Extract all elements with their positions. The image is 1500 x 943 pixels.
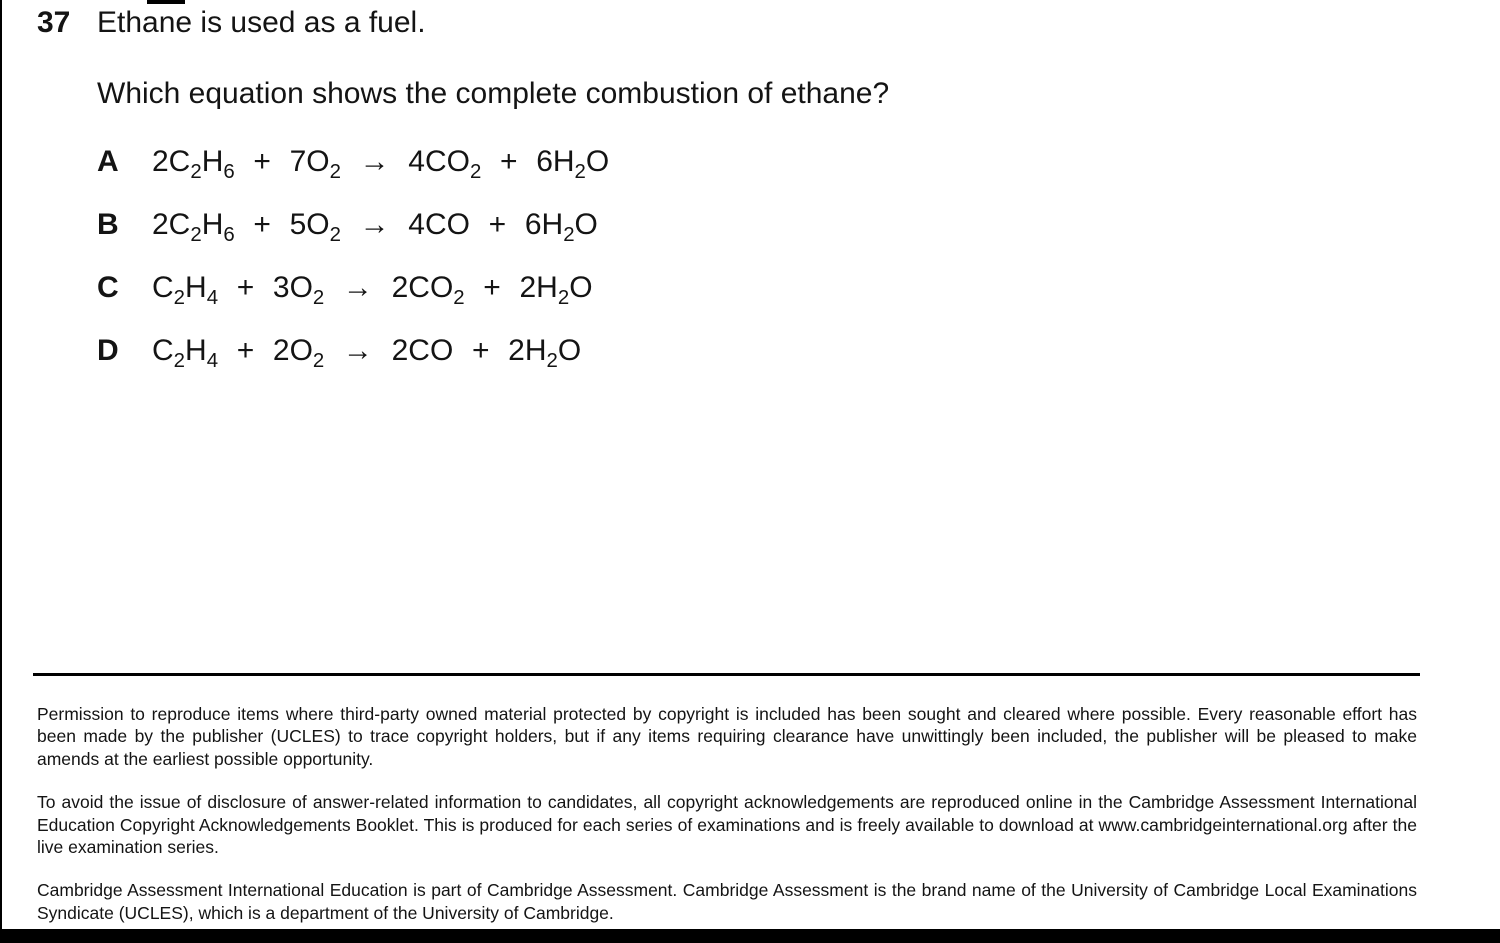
- option-letter: A: [97, 145, 119, 178]
- footer-divider-rule: [33, 673, 1420, 676]
- question-prompt: Which equation shows the complete combustion of ethane?: [97, 77, 890, 110]
- copyright-paragraph-ucles: Cambridge Assessment International Education is part of Cambridge Assessment. Cambridge Assessment is the brand name of the University of Cambridge Local Examinations Syndicate (UCLES), which is a department of the University of Cambridge.: [37, 880, 1417, 923]
- option-equation: $C_2H_4 + 3O_2 \to 2CO_2 + 2H_2O$: [152, 271, 593, 309]
- option-letter: B: [97, 208, 119, 241]
- question-number: 37: [37, 6, 71, 39]
- option-equation: $C_2H_4 + 2O_2 \to 2CO + 2H_2O$: [152, 334, 582, 372]
- copyright-paragraph-permission: Permission to reproduce items where third-party owned material protected by copyright is included has been sought and cleared where possible. Every reasonable effort has been made by the publisher (UCLES) to trace copyright holders, but if any items requiring clearance have unwittingly been included, the publisher will be pleased to make amends at the earliest possible opportunity.: [37, 704, 1417, 769]
- question-stem: Ethane is used as a fuel.: [97, 6, 426, 39]
- page-edge-line: [0, 0, 2, 943]
- option-letter: C: [97, 271, 119, 304]
- copyright-footer: [37, 703, 1417, 943]
- scan-artifact-mark: [147, 0, 185, 4]
- copyright-paragraph-acknowledgements: To avoid the issue of disclosure of answer-related information to candidates, all copyright acknowledgements are reproduced online in the Cambridge Assessment International Education Copyright Acknowledgements Booklet. This is produced for each series of examinations and is freely available to download at www.cambridgeinternational.org after the live examination series.: [37, 792, 1417, 858]
- option-equation: $2C_2H_6 + 7O_2 \to 4CO_2 + 6H_2O$: [152, 145, 610, 183]
- option-equation: $2C_2H_6 + 5O_2 \to 4CO + 6H_2O$: [152, 208, 598, 246]
- option-letter: D: [97, 334, 119, 367]
- page-bottom-bar: [0, 929, 1500, 943]
